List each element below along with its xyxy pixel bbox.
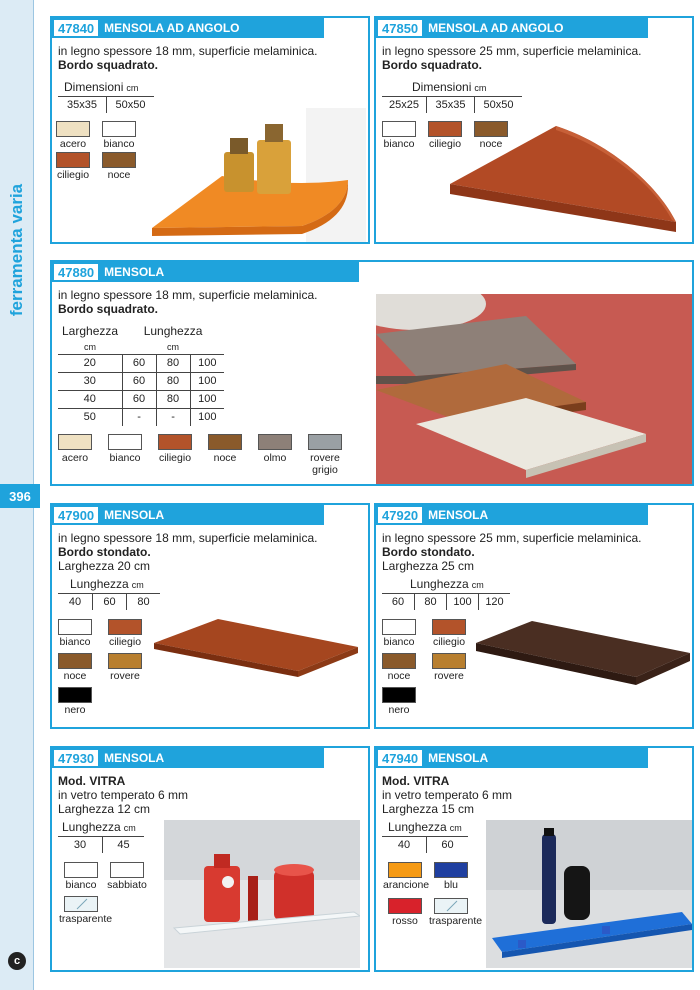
product-description: in legno spessore 18 mm, superficie melaminica.	[58, 44, 318, 58]
size-value: 40	[397, 839, 411, 851]
swatch-ciliegio	[158, 434, 192, 450]
swatch-noce	[102, 152, 136, 168]
table-cell: 60	[122, 390, 156, 408]
size-value: 120	[478, 594, 510, 610]
swatch-olmo	[258, 434, 292, 450]
dimension-header: Lunghezza cm	[410, 577, 484, 591]
swatch-ciliegio	[108, 619, 142, 635]
swatch-bianco	[382, 121, 416, 137]
width-label: Larghezza 15 cm	[382, 802, 475, 816]
unit-label: cm	[84, 341, 97, 352]
table-unit-row	[58, 340, 224, 354]
product-code: 47900	[54, 507, 98, 523]
card-header	[52, 748, 324, 768]
model-name: Mod. VITRA	[58, 774, 126, 788]
product-card-47880	[50, 260, 694, 486]
table-cell: 80	[156, 354, 190, 372]
product-description: in legno spessore 18 mm, superficie melaminica.	[58, 288, 318, 302]
swatch-label: noce	[107, 169, 131, 181]
swatch-label: rovere	[434, 670, 464, 682]
width-label: Larghezza 25 cm	[382, 559, 475, 573]
dimension-header: Lunghezza cm	[62, 820, 136, 834]
table-cell: 100	[198, 393, 217, 405]
swatch-blu	[434, 862, 468, 878]
table-cell: -	[156, 408, 190, 426]
dimension-header: Dimensioni cm	[64, 80, 139, 94]
section-title: ferramenta varia	[7, 183, 26, 317]
product-description: in legno spessore 25 mm, superficie melaminica.	[382, 531, 642, 545]
product-photo	[148, 613, 362, 679]
dimension-header: Lunghezza cm	[70, 577, 144, 591]
swatch-trasparente	[64, 896, 98, 912]
swatch-bianco	[64, 862, 98, 878]
size-row	[58, 836, 144, 853]
table-cell: 40	[58, 390, 122, 408]
product-description: in legno spessore 18 mm, superficie melaminica.	[58, 531, 318, 545]
card-header	[376, 505, 648, 525]
product-code: 47840	[54, 20, 98, 36]
glass-glint-icon	[435, 899, 467, 913]
size-value: 25x25	[389, 99, 419, 111]
size-value: 60	[391, 596, 405, 608]
copyright-icon: c	[8, 952, 26, 970]
table-cell: 100	[198, 375, 217, 387]
card-header	[52, 18, 324, 38]
swatch-label: noce	[63, 670, 87, 682]
product-card-47920	[374, 503, 694, 729]
swatch-label: ciliegio	[428, 138, 462, 150]
table-cell: 100	[198, 411, 217, 424]
swatch-label: bianco	[65, 879, 97, 891]
swatch-label: grigio	[312, 464, 338, 476]
swatch-rovere-grigio	[308, 434, 342, 450]
product-name: MENSOLA	[104, 508, 165, 522]
swatch-label: noce	[387, 670, 411, 682]
table-row	[58, 408, 224, 426]
product-name: MENSOLA	[428, 751, 489, 765]
edge-type: Bordo stondato.	[382, 545, 475, 559]
swatch-sabbiato	[110, 862, 144, 878]
product-code: 47940	[378, 750, 422, 766]
size-value: 40	[68, 596, 82, 608]
unit-label: cm	[167, 341, 180, 352]
product-photo	[436, 102, 692, 242]
dimension-header: Lunghezza cm	[388, 820, 462, 834]
swatch-label: arancione	[383, 879, 430, 891]
size-value: 100	[446, 594, 478, 610]
swatch-label: blu	[443, 879, 458, 891]
table-cell: 30	[58, 372, 122, 390]
swatch-ciliegio	[432, 619, 466, 635]
swatch-label: bianco	[109, 452, 141, 464]
swatch-rovere	[108, 653, 142, 669]
swatch-acero	[58, 434, 92, 450]
product-photo	[472, 617, 692, 687]
product-card-47930	[50, 746, 370, 972]
size-row	[382, 836, 468, 853]
table-cell: 50	[58, 408, 122, 426]
product-description: in legno spessore 25 mm, superficie melaminica.	[382, 44, 642, 58]
product-card-47940	[374, 746, 694, 972]
swatch-label: ciliegio	[432, 636, 466, 648]
product-card-47900	[50, 503, 370, 729]
swatch-acero	[56, 121, 90, 137]
column-header: Lunghezza	[143, 324, 203, 338]
size-value: 80	[126, 594, 160, 610]
swatch-label: rosso	[392, 915, 418, 927]
width-label: Larghezza 12 cm	[58, 802, 151, 816]
product-photo	[376, 294, 692, 484]
table-cell: 100	[198, 357, 217, 369]
table-cell: 80	[156, 390, 190, 408]
size-table	[58, 322, 224, 426]
table-cell: 60	[122, 354, 156, 372]
swatch-label: noce	[479, 138, 503, 150]
swatch-label: rovere	[110, 670, 140, 682]
swatch-label: bianco	[383, 138, 415, 150]
column-header: Larghezza	[62, 324, 119, 338]
swatch-rovere	[432, 653, 466, 669]
product-code: 47930	[54, 750, 98, 766]
swatch-label: bianco	[59, 636, 91, 648]
product-name: MENSOLA	[104, 751, 165, 765]
swatch-trasparente	[434, 898, 468, 914]
swatch-label: trasparente	[59, 913, 113, 925]
product-photo	[164, 820, 360, 968]
product-name: MENSOLA AD ANGOLO	[104, 21, 240, 35]
size-value: 60	[426, 837, 468, 853]
product-photo	[152, 108, 366, 242]
swatch-bianco	[58, 619, 92, 635]
swatch-nero	[58, 687, 92, 703]
swatch-nero	[382, 687, 416, 703]
size-value: 60	[92, 594, 126, 610]
swatch-noce	[58, 653, 92, 669]
swatch-bianco	[382, 619, 416, 635]
swatch-noce	[382, 653, 416, 669]
size-value: 30	[73, 839, 87, 851]
swatch-bianco	[102, 121, 136, 137]
table-header-row	[58, 322, 224, 340]
swatch-noce	[208, 434, 242, 450]
swatch-label: trasparente	[429, 915, 483, 927]
table-cell: 20	[58, 354, 122, 372]
swatch-label: noce	[213, 452, 237, 464]
swatch-arancione	[388, 862, 422, 878]
swatch-rosso	[388, 898, 422, 914]
card-header	[52, 505, 324, 525]
size-row	[382, 593, 510, 610]
swatch-label: ciliegio	[56, 169, 90, 181]
product-photo	[486, 820, 692, 968]
swatch-ciliegio	[56, 152, 90, 168]
width-label: Larghezza 20 cm	[58, 559, 151, 573]
model-name: Mod. VITRA	[382, 774, 450, 788]
size-value: 45	[102, 837, 144, 853]
table-cell: 80	[156, 372, 190, 390]
glass-glint-icon	[65, 897, 97, 911]
size-value: 50x50	[474, 97, 522, 113]
size-value: 80	[414, 594, 446, 610]
card-header	[376, 18, 648, 38]
edge-type: Bordo squadrato.	[58, 58, 159, 72]
table-row	[58, 390, 224, 408]
product-code: 47850	[378, 20, 422, 36]
size-row	[58, 593, 160, 610]
product-name: MENSOLA	[428, 508, 489, 522]
swatch-label: ciliegio	[108, 636, 142, 648]
swatch-label: ciliegio	[158, 452, 192, 464]
swatch-label: nero	[388, 704, 410, 716]
swatch-label: olmo	[263, 452, 287, 464]
table-row	[58, 354, 224, 372]
swatch-label: bianco	[103, 138, 135, 150]
table-row	[58, 372, 224, 390]
product-card-47840	[50, 16, 370, 244]
size-value: 50x50	[106, 97, 154, 113]
product-code: 47880	[54, 264, 98, 280]
product-name: MENSOLA	[104, 265, 165, 279]
edge-type: Bordo squadrato.	[58, 302, 159, 316]
product-code: 47920	[378, 507, 422, 523]
swatch-label: rovere	[310, 452, 340, 464]
product-description: in vetro temperato 6 mm	[382, 788, 513, 802]
product-card-47850	[374, 16, 694, 244]
table-cell: -	[122, 408, 156, 426]
table-cell: 60	[122, 372, 156, 390]
swatch-label: acero	[61, 452, 89, 464]
size-value: 35x35	[67, 99, 97, 111]
page-number: 396	[0, 484, 40, 508]
card-header	[52, 262, 359, 282]
product-description: in vetro temperato 6 mm	[58, 788, 189, 802]
card-header	[376, 748, 648, 768]
product-name: MENSOLA AD ANGOLO	[428, 21, 564, 35]
swatch-label: bianco	[383, 636, 415, 648]
swatch-bianco	[108, 434, 142, 450]
edge-type: Bordo stondato.	[58, 545, 151, 559]
swatch-label: sabbiato	[107, 879, 147, 891]
swatch-label: acero	[59, 138, 87, 150]
edge-type: Bordo squadrato.	[382, 58, 483, 72]
size-row	[58, 96, 154, 113]
swatch-label: nero	[64, 704, 86, 716]
dimension-header: Dimensioni cm	[412, 80, 487, 94]
size-value: 35x35	[426, 97, 474, 113]
